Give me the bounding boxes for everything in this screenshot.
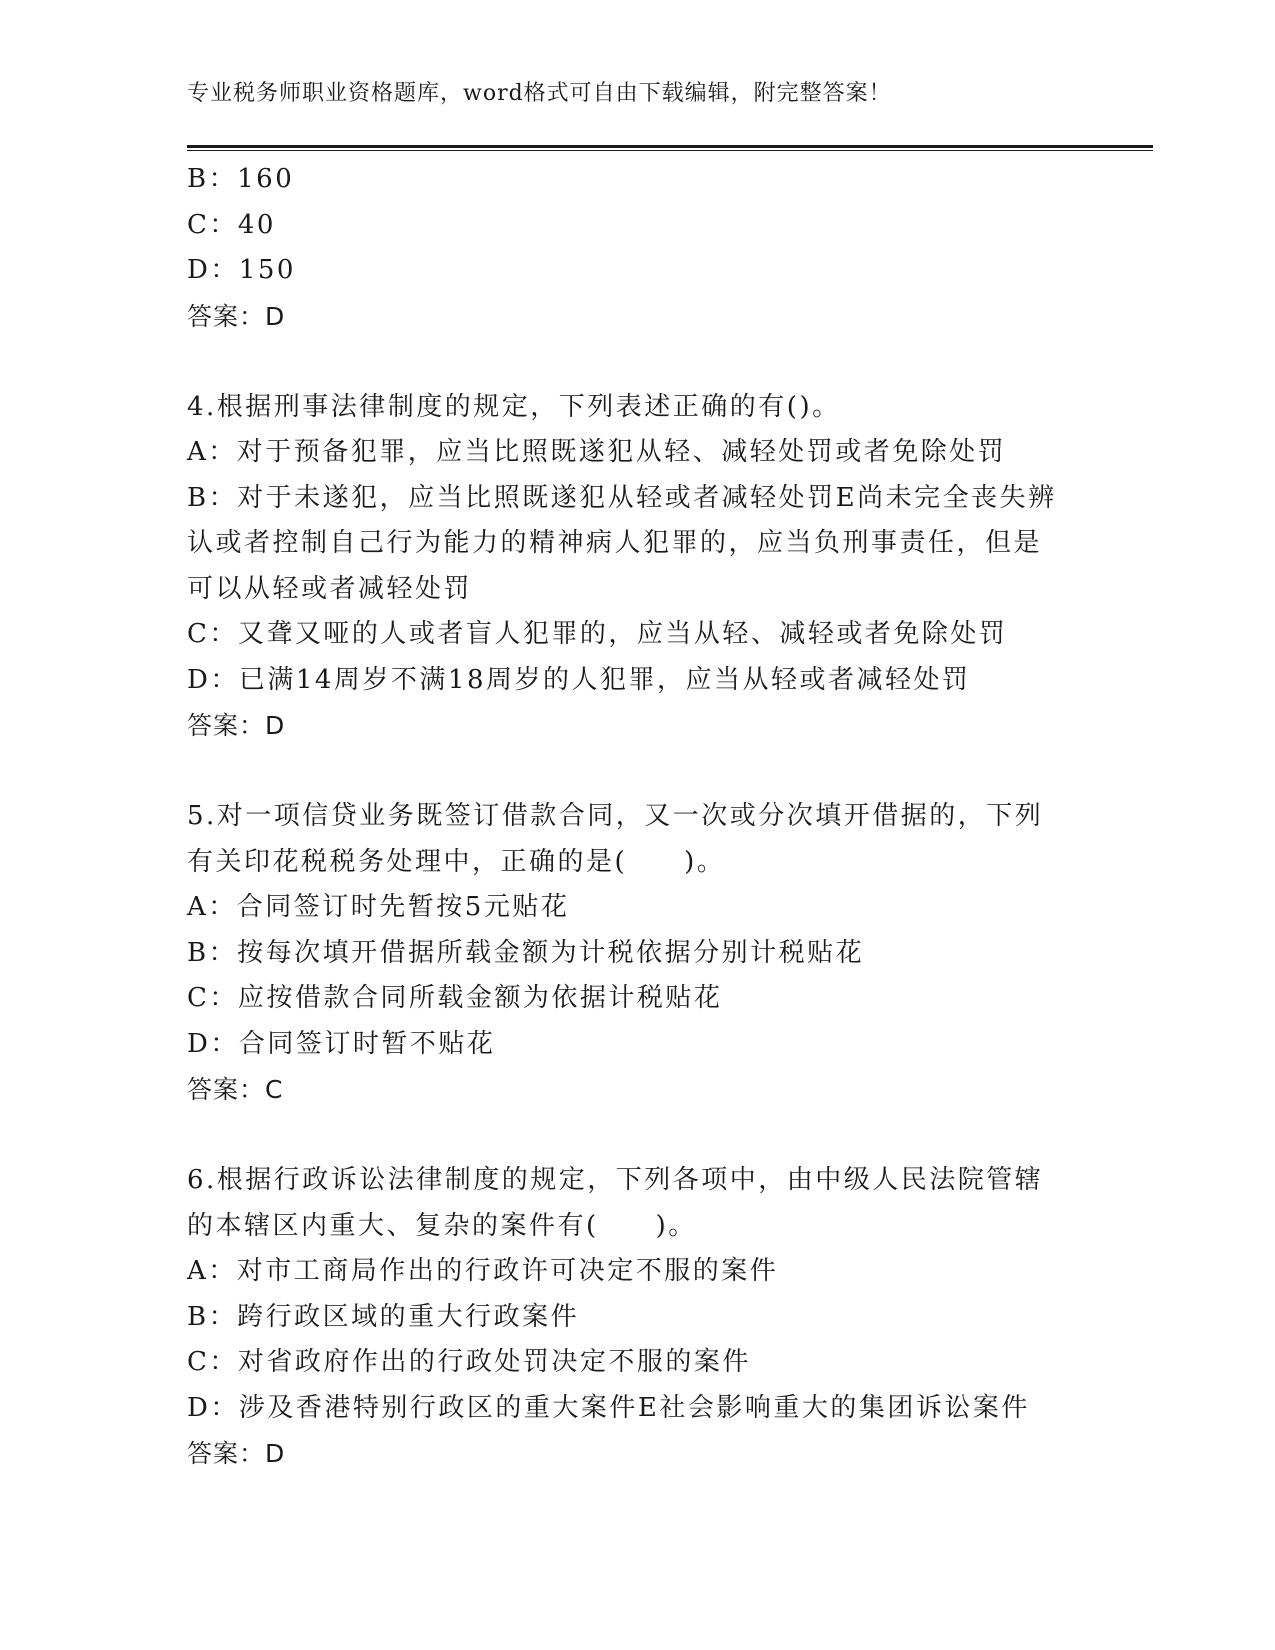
- question-stem: 5.对一项信贷业务既签订借款合同，又一次或分次填开借据的，下列: [187, 801, 1044, 831]
- option-c: C：又聋又哑的人或者盲人犯罪的，应当从轻、减轻或者免除处罚: [187, 619, 1008, 649]
- option-d: D：已满14周岁不满18周岁的人犯罪，应当从轻或者减轻处罚: [187, 664, 971, 695]
- header-divider: [187, 145, 1153, 148]
- option-a: A：对市工商局作出的行政许可决定不服的案件: [187, 1256, 779, 1286]
- question-3: [187, 157, 1087, 339]
- option-a: A：对于预备犯罪，应当比照既遂犯从轻、减轻处罚或者免除处罚: [187, 437, 1007, 467]
- answer: 答案：D: [187, 301, 286, 331]
- question-stem-continued: 有关印花税税务处理中，正确的是( )。: [187, 846, 726, 877]
- option-c: C：应按借款合同所载金额为依据计税贴花: [187, 983, 723, 1013]
- header-divider-thin: [187, 150, 1153, 151]
- document-body: [187, 157, 1087, 1477]
- answer: 答案：D: [187, 1439, 286, 1468]
- page-header: 专业税务师职业资格题库，word格式可自由下载编辑，附完整答案！: [187, 81, 892, 106]
- answer: 答案：D: [187, 711, 286, 740]
- question-6: [187, 1158, 1087, 1477]
- question-stem-continued: 的本辖区内重大、复杂的案件有( )。: [187, 1210, 697, 1241]
- option-c: C：40: [187, 209, 276, 240]
- option-d: D：150: [187, 255, 296, 285]
- option-b: B：160: [187, 164, 295, 194]
- question-stem: 6.根据行政诉讼法律制度的规定，下列各项中，由中级人民法院管辖: [187, 1165, 1044, 1195]
- option-b-continued: 可以从轻或者减轻处罚: [187, 573, 473, 604]
- option-b: B：按每次填开借据所载金额为计税依据分别计税贴花: [187, 937, 865, 968]
- option-b-continued: 认或者控制自己行为能力的精神病人犯罪的，应当负刑事责任，但是: [187, 528, 1043, 558]
- option-d: D：涉及香港特别行政区的重大案件E社会影响重大的集团诉讼案件: [187, 1392, 1030, 1423]
- option-b: B：对于未遂犯，应当比照既遂犯从轻或者减轻处罚E尚未完全丧失辨: [187, 482, 1057, 513]
- question-stem: 4.根据刑事法律制度的规定，下列表述正确的有()。: [187, 391, 841, 422]
- option-a: A：合同签订时先暂按5元贴花: [187, 892, 570, 922]
- option-c: C：对省政府作出的行政处罚决定不服的案件: [187, 1347, 751, 1377]
- option-d: D：合同签订时暂不贴花: [187, 1028, 496, 1059]
- question-4: [187, 385, 1087, 749]
- answer: 答案：C: [187, 1075, 284, 1104]
- option-b: B：跨行政区域的重大行政案件: [187, 1301, 580, 1332]
- question-5: [187, 794, 1087, 1113]
